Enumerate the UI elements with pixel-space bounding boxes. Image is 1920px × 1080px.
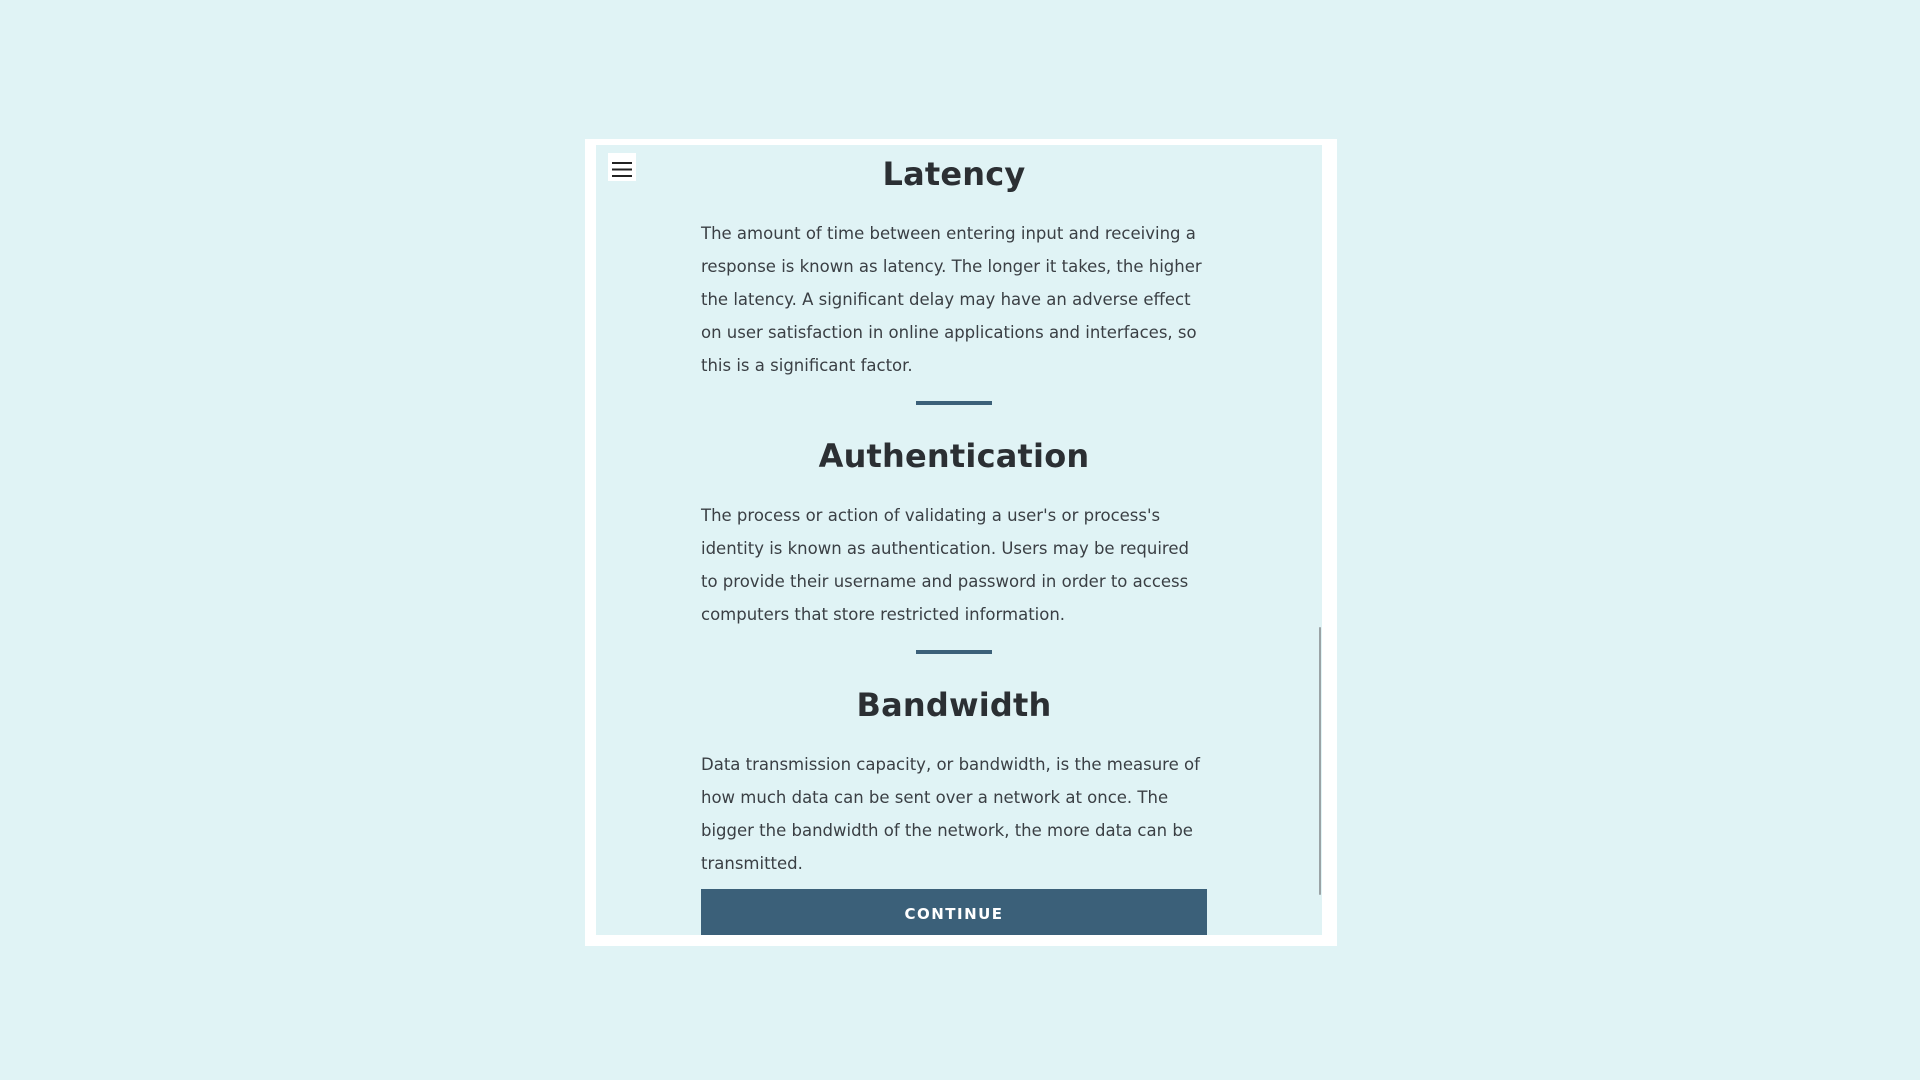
section-title-bandwidth: Bandwidth bbox=[856, 686, 1052, 724]
section-title-authentication: Authentication bbox=[818, 437, 1090, 475]
section-body-latency: The amount of time between entering input and receiving a response is known as latency. The longer it takes, the higher the latency. A significant delay may have an adverse effect on user satisfaction in online applications and interfaces, so this is a significant factor. bbox=[701, 224, 1202, 375]
lesson-frame bbox=[585, 139, 1337, 946]
scrollbar-thumb[interactable] bbox=[1319, 627, 1321, 895]
lesson-content bbox=[701, 145, 1207, 935]
section-body-bandwidth: Data transmission capacity, or bandwidth, is the measure of how much data can be sent over a network at once. The bigger the bandwidth of the network, the more data can be transmitted. bbox=[701, 755, 1200, 873]
section-body-authentication: The process or action of validating a user's or process's identity is known as authentication. Users may be required to provide their username and password in order to access computers that store restricted information. bbox=[701, 506, 1189, 624]
section-title-latency: Latency bbox=[882, 155, 1026, 193]
hamburger-menu-icon bbox=[612, 161, 632, 178]
section-divider bbox=[916, 401, 992, 405]
lesson-viewport[interactable] bbox=[596, 145, 1322, 935]
menu-button[interactable] bbox=[608, 153, 636, 181]
continue-button[interactable]: CONTINUE bbox=[701, 889, 1207, 935]
section-divider bbox=[916, 650, 992, 654]
scrollbar[interactable] bbox=[1318, 145, 1322, 935]
